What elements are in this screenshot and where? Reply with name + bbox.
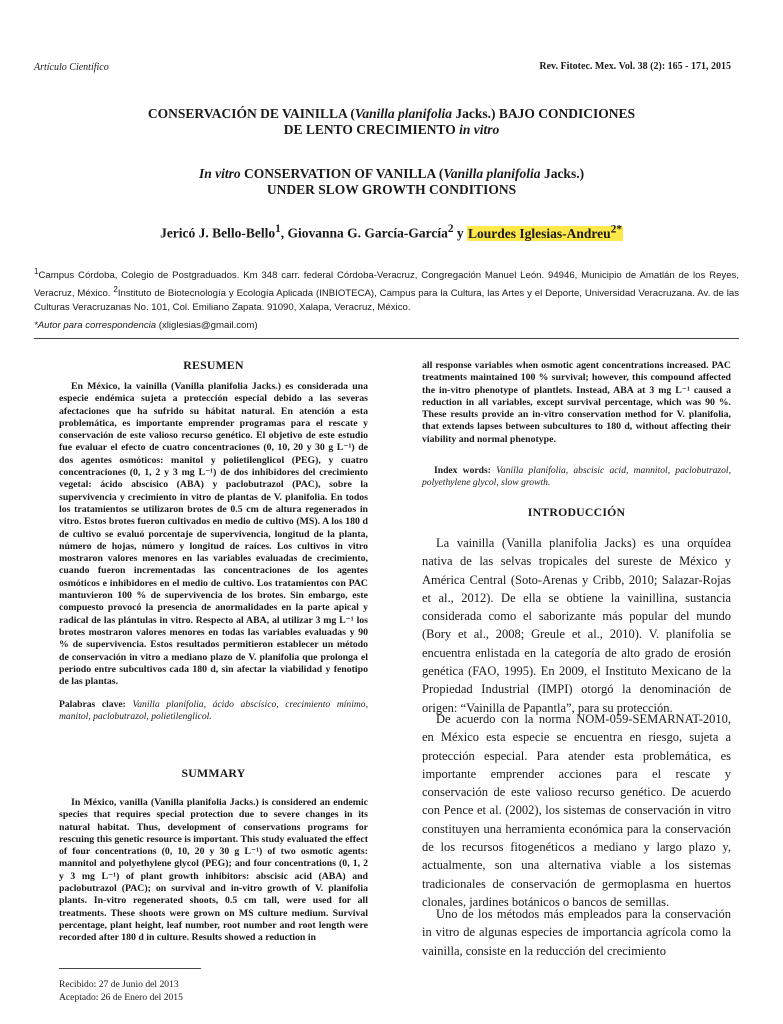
author-list: Jericó J. Bello-Bello$^1$, Giovanna G. García-García$^2$ y Lourdes Iglesias-Andreu$^{2*}$ [160, 223, 622, 241]
author-1: Jericó J. Bello-Bello [160, 225, 276, 241]
title-spanish: CONSERVACIÓN DE VAINILLA (Vanilla planifolia Jacks.) BAJO CONDICIONES DE LENTO CRECIMIENTO in vitro [147, 106, 636, 137]
affiliations: $^1$Campus Córdoba, Colegio de Postgraduados. Km 348 carr. federal Córdoba-Veracruz, Congregación Manuel León. 94946, Municipio de Amatlán de los Reyes, Veracruz, México. $^2$Instituto de Biotecnología y Ecología Aplicada (INBIOTECA), Campus para la Cultura, las Artes y el Deporte, Universidad Veracruzana. Av. de las Culturas Veracruzanas No. 101, Col. Emiliano Zapata. 91090, Xalapa, Veracruz, México. [34, 267, 739, 313]
title-english: In vitro CONSERVATION OF VANILLA (Vanilla planifolia Jacks.) UNDER SLOW GROWTH CONDITIONS [198, 166, 585, 197]
index-words: Index words: Vanilla planifolia, abscisic acid, mannitol, paclobutrazol, polyethylene glycol, slow growth. [422, 465, 731, 489]
dates-block [59, 978, 183, 1004]
intro-paragraph-2: De acuerdo con la norma NOM-059-SEMARNAT-2010, en México esta especie se encuentra en riesgo, sujeta a protección especial. Para atender esta problemática, es importante emprender acciones para el rescate y conservación de este valioso recurso genético. De acuerdo con Pence et al. (2002), los sistemas de conservación in vitro constituyen una herramienta económica para la conservación de los recursos fitogenéticos a mediano y largo plazo y, actualmente, son una alternativa viable a los sistemas tradicionales de conservación de germoplasma en huertos clonales, jardines botánicos o bancos de semillas. [422, 712, 731, 909]
header-divider [34, 338, 739, 339]
corresponding-author: *Autor para correspondencia (xliglesias@gmail.com) [34, 320, 258, 331]
journal-section-label: Artículo Científico [34, 62, 109, 73]
date-received: Recibido: 27 de Junio del 2013 [59, 979, 179, 990]
journal-citation: Rev. Fitotec. Mex. Vol. 38 (2): 165 - 171, 2015 [539, 61, 731, 72]
author-3-highlighted: Lourdes Iglesias-Andreu$^{2*}$ [468, 223, 622, 241]
palabras-clave: Palabras clave: Vanilla planifolia, ácido abscísico, crecimiento mínimo, manitol, paclobutrazol, polietilenglicol. [59, 699, 368, 723]
summary-text-part1: In México, vanilla (Vanilla planifolia Jacks.) is considered an endemic species that requires special protection due to severe changes in its natural habitat. Thus, development of conservations programs for rescuing this genetic resource is important. This study evaluated the effect of four concentrations (0, 10, 20 y 30 g L⁻¹) of two osmotic agents: mannitol and polyethylene glycol (PEG); and four concentrations (0, 1, 2 y 3 mg L⁻¹) of plant growth inhibitors: abscisic acid (ABA) and paclobutrazol (PAC); on survival and in-vitro growth of V. planifolia plants. In-vitro regenerated shoots, 0.5 cm tall, were used for all treatments. These shoots were grown on MS culture medium. Survival percentage, plant height, leaf number, root number and root length were recorded after 180 d in culture. Results showed a reduction in [59, 797, 368, 944]
summary-text-part2: all response variables when osmotic agent concentrations increased. PAC treatments maintained 100 % survival; however, this compound affected the in-vitro phenotype of plantlets. Instead, ABA at 3 mg L⁻¹ caused a reduction in all variables, except survival percentage, which was 90 %. These results provide an in-vitro conservation method for V. planifolia, that extends lapses between subcultures to 180 d, without affecting their viability and normal phenotype. [422, 360, 731, 445]
intro-paragraph-1: La vainilla (Vanilla planifolia Jacks) es una orquídea nativa de las selvas tropicales del sureste de México y América Central (Soto-Arenas y Cribb, 2010; Salazar-Rojas et al., 2012). De ella se obtiene la vainillina, sustancia considerada como el saborizante más popular del mundo (Bory et al., 2008; Greule et al., 2010). V. planifolia se encuentra enlistada en la categoría de alto grado de erosión genética (FAO, 1995). En 2009, el Instituto Mexicano de la Propiedad Industrial (IMPI) otorgó la denominación de origen: “Vainilla de Papantla”, para su protección. [422, 536, 731, 715]
resumen-text: En México, la vainilla (Vanilla planifolia Jacks.) es considerada una especie endémica sujeta a protección especial debido a las severas afectaciones que ha sufrido su hábitat natural. En atención a esta problemática, es importante emprender programas para el rescate y conservación de este valioso recurso genético. El objetivo de este estudio fue evaluar el efecto de cuatro concentraciones (0, 10, 20 y 30 g L⁻¹) de dos agentes osmóticos: manitol y polietilenglicol (PEG), y cuatro concentraciones (0, 1, 2 y 3 mg L⁻¹) de dos inhibidores del crecimiento vegetal: ácido abscísico (ABA) y paclobutrazol (PAC), sobre la supervivencia y crecimiento in vitro de plantas de V. planifolia. En todos los tratamientos se utilizaron brotes de 0.5 cm de altura regenerados in vitro. Estos brotes fueron cultivados en medio de cultivo (MS). A los 180 d de cultivo se evaluó porcentaje de supervivencia, longitud de la planta, número de hojas, número y longitud de raíces. Los cultivos in vitro mostraron valores menores en las variables evaluadas de crecimiento, cuando fueron incrementadas las concentraciones de los agentes osmóticos e inhibidores en el medio de cultivo. Los tratamientos con PAC mantuvieron 100 % de supervivencia de los brotes. Sin embargo, este compuesto provocó la presencia de anormalidades en la parte apical y radical de las plántulas in vitro. Respecto al ABA, al utilizar 3 mg L⁻¹ los brotes mostraron valores menores en todas las variables evaluadas y 90 % de supervivencia. Estos resultados permitieron establecer un método de conservación in vitro a mediano plazo de V. planifolia que prolonga el periodo entre subcultivos cada 180 d, sin afectar la viabilidad y fenotipo de las plantas. [59, 381, 368, 688]
summary-heading: SUMMARY [181, 766, 246, 780]
footnote-divider [59, 968, 201, 969]
author-2: Giovanna G. García-García [287, 225, 448, 241]
resumen-heading: RESUMEN [183, 358, 244, 372]
date-accepted: Aceptado: 26 de Enero del 2015 [59, 992, 183, 1003]
intro-paragraph-3: Uno de los métodos más empleados para la conservación in vitro de algunas especies de importancia agrícola como la vainilla, consiste en la reducción del crecimiento [422, 907, 731, 958]
introduccion-heading: INTRODUCCIÓN [527, 505, 626, 519]
